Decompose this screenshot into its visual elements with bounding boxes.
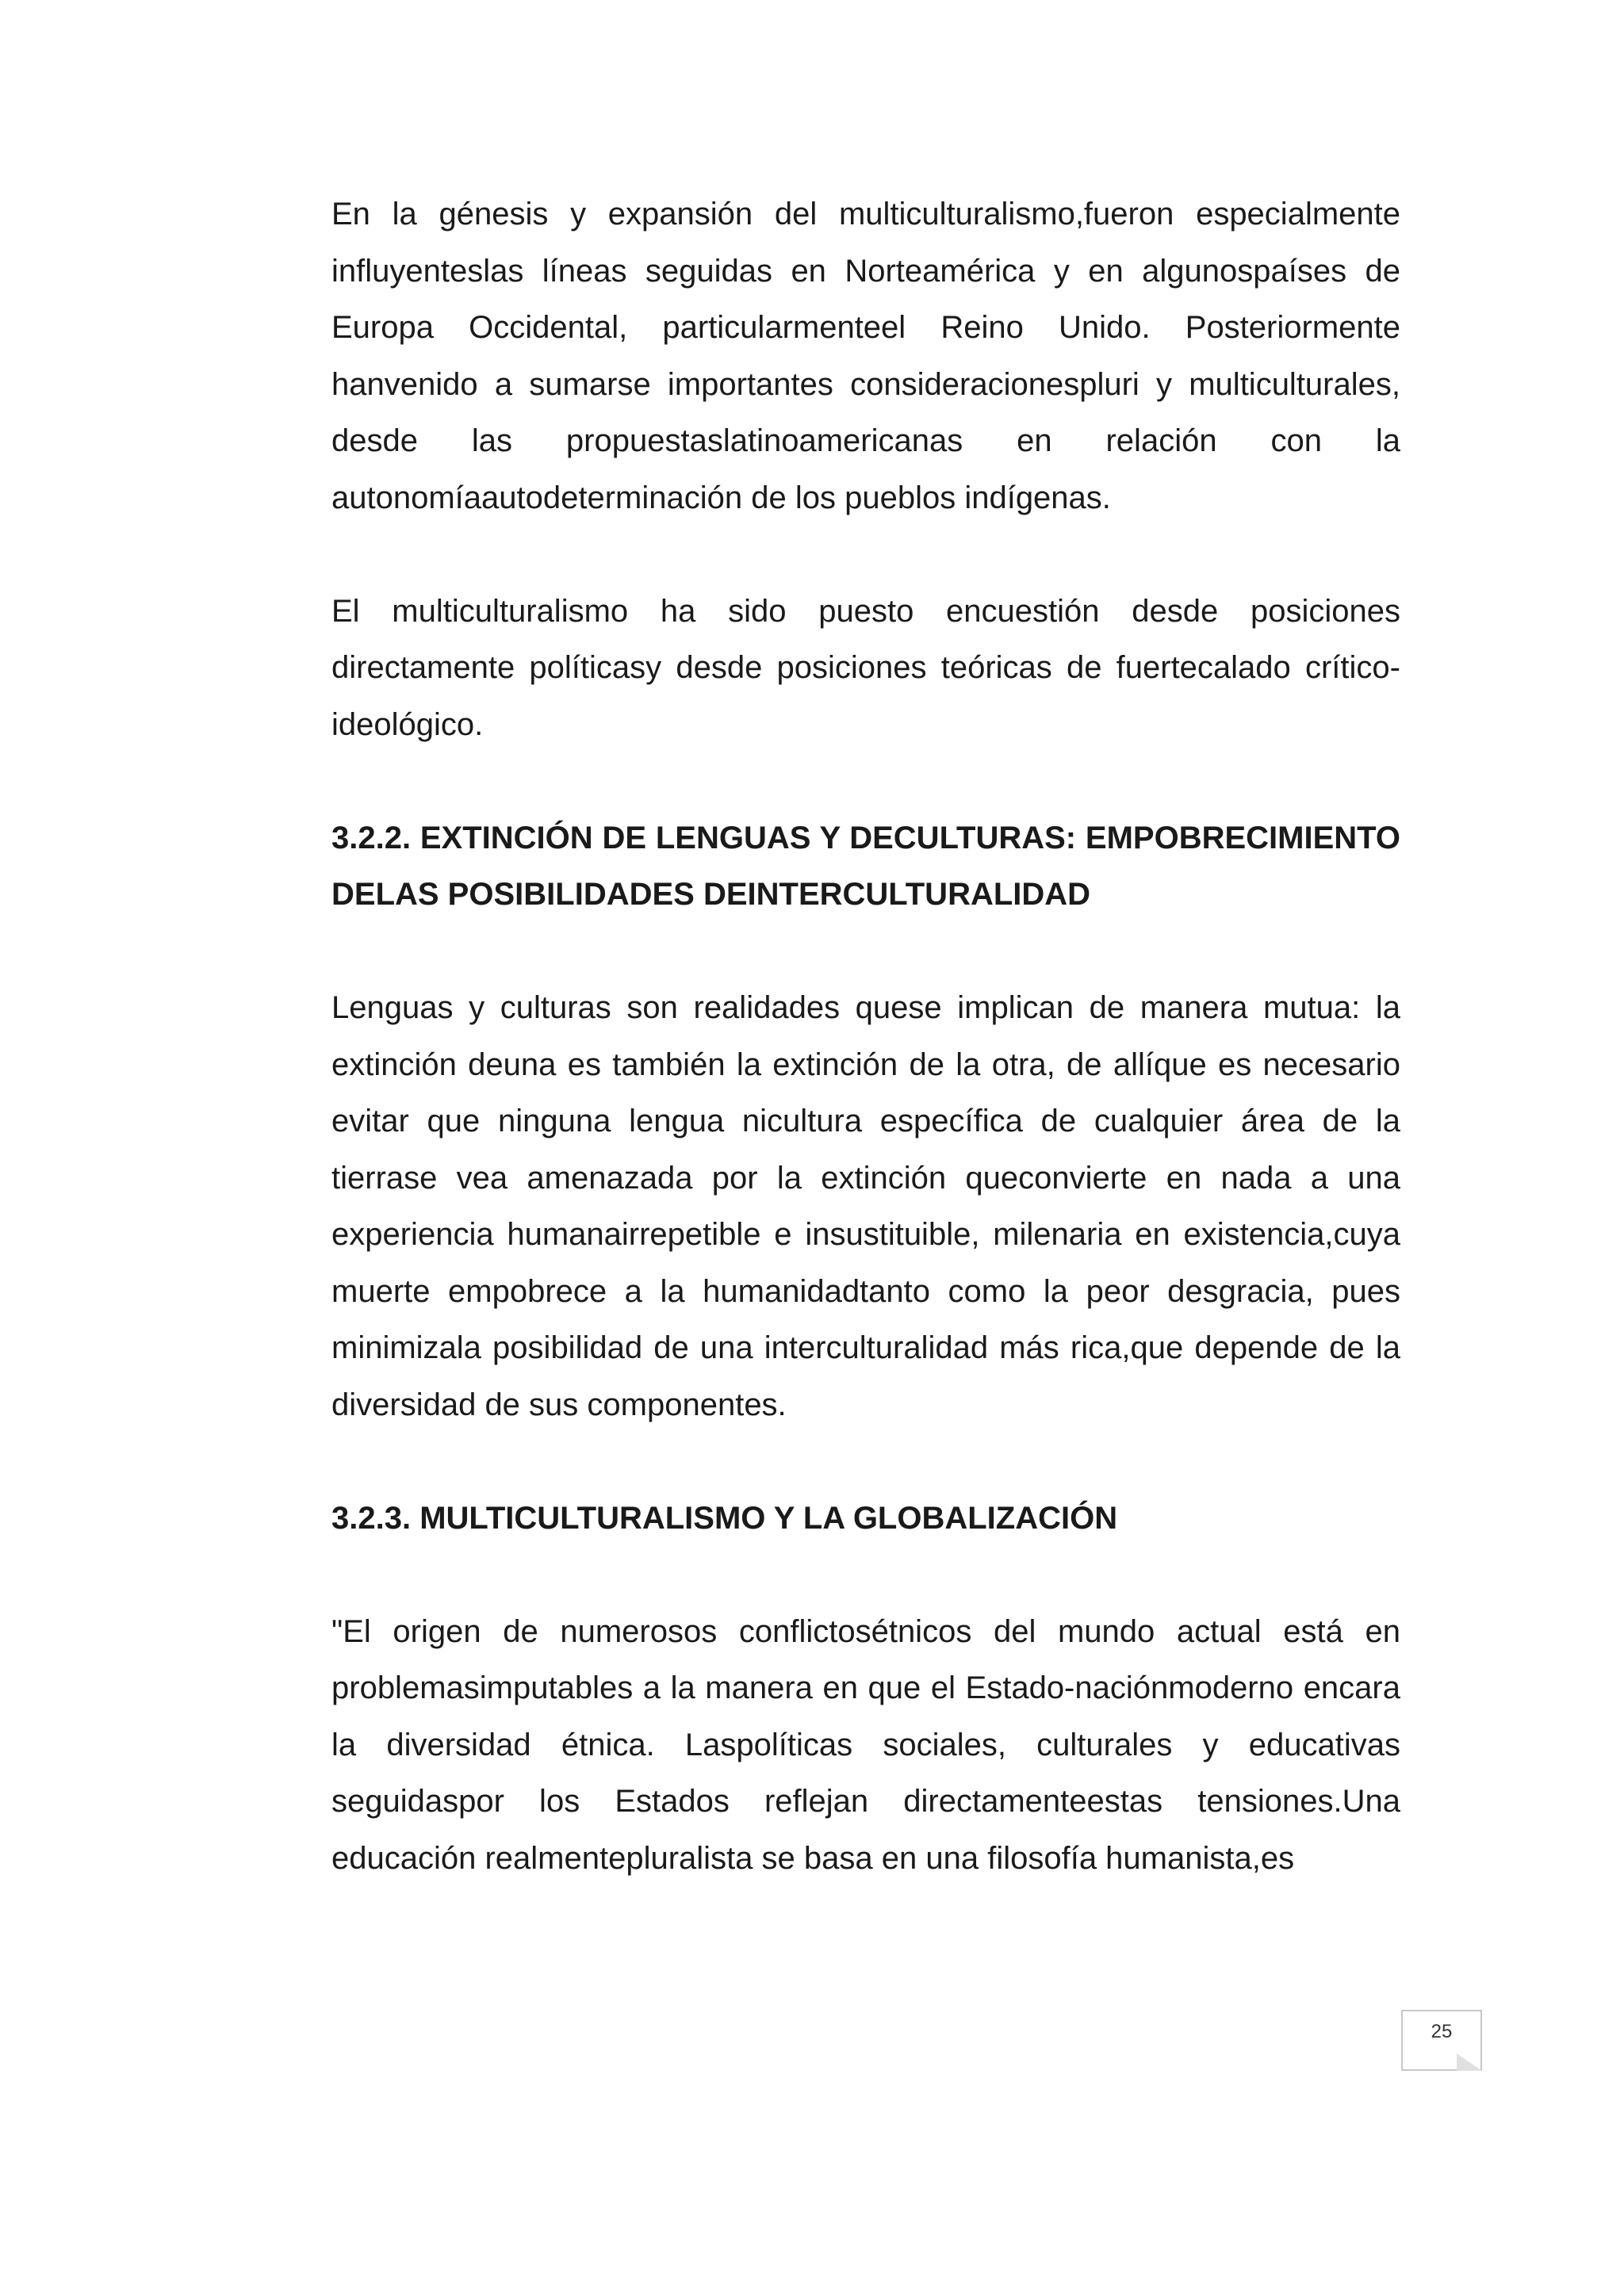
paragraph-spacer — [331, 1433, 1400, 1490]
paragraph-spacer — [331, 526, 1400, 584]
page-curl-icon — [1457, 2053, 1482, 2071]
paragraph-ethnic-conflicts: "El origen de numerosos conflictosétnicos del mundo actual está en problemasimputables a la manera en que el Estado-naciónmoderno encara la diversidad étnica. Laspolíticas sociales, culturales y educativas seguidaspor los Estados reflejan directamenteestas tensiones.Una educación realmentepluralista se basa en una filosofía humanista,es — [331, 1613, 1400, 1876]
paragraph-spacer — [331, 1547, 1400, 1604]
paragraph-languages-cultures: Lenguas y culturas son realidades quese implican de manera mutua: la extinción deuna es también la extinción de la otra, de allíque es necesario evitar que ninguna lengua nicultura específica de cualquier área de la tierrase vea amenazada por la extinción queconvierte en nada a una experiencia humanairrepetible e insustituible, milenaria en existencia,cuya muerte empobrece a la humanidadtanto como la peor desgracia, pues minimizala posibilidad de una interculturalidad más rica,que depende de la diversidad de sus componentes. — [331, 990, 1400, 1422]
document-body — [331, 186, 1400, 1887]
page-number-badge — [1401, 2010, 1482, 2071]
page-number: 25 — [1431, 2021, 1453, 2042]
section-heading-3-2-2: 3.2.2. EXTINCIÓN DE LENGUAS Y DECULTURAS: EMPOBRECIMIENTO DELAS POSIBILIDADES DEINTERCULTURALIDAD — [331, 820, 1400, 912]
paragraph-spacer — [331, 753, 1400, 810]
section-heading-3-2-3: 3.2.3. MULTICULTURALISMO Y LA GLOBALIZACIÓN — [331, 1500, 1118, 1536]
paragraph-spacer — [331, 924, 1400, 981]
paragraph-multiculturalism-questioned: El multiculturalismo ha sido puesto encuestión desde posiciones directamente políticasy desde posiciones teóricas de fuertecalado crítico-ideológico. — [331, 593, 1400, 742]
paragraph-multiculturalism-genesis: En la génesis y expansión del multiculturalismo,fueron especialmente influyenteslas líneas seguidas en Norteamérica y en algunospaíses de Europa Occidental, particularmenteel Reino Unido. Posteriormente hanvenido a sumarse importantes consideracionespluri y multiculturales, desde las propuestaslatinoamericanas en relación con la autonomíaautodeterminación de los pueblos indígenas. — [331, 197, 1400, 515]
